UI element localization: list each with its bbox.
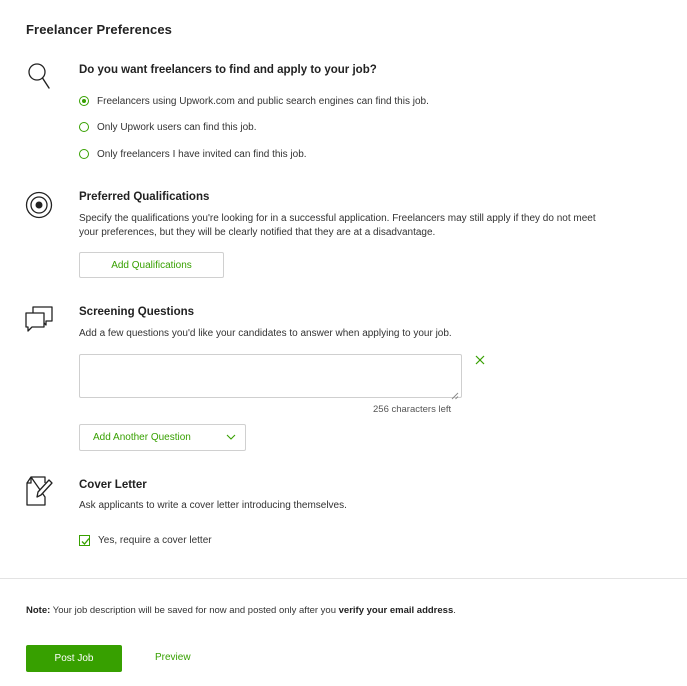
cover-letter-description: Ask applicants to write a cover letter introducing themselves.	[79, 500, 347, 511]
target-icon	[25, 191, 53, 224]
preview-link[interactable]: Preview	[155, 652, 191, 663]
require-cover-letter-option[interactable]	[79, 535, 212, 546]
screening-question-textarea[interactable]	[79, 354, 462, 398]
note-suffix: .	[453, 605, 456, 616]
add-qualifications-button[interactable]: Add Qualifications	[79, 252, 224, 278]
resize-grip-icon[interactable]	[451, 387, 459, 395]
require-cover-letter-label: Yes, require a cover letter	[98, 535, 212, 546]
radio-label: Only freelancers I have invited can find this job.	[97, 148, 307, 160]
qualifications-description-line1: Specify the qualifications you're looking for in a successful application. Freelancers may still apply if they do not meet	[79, 213, 596, 224]
visibility-option-invited-only[interactable]	[79, 147, 307, 161]
visibility-option-upwork-only[interactable]	[79, 120, 257, 134]
add-another-question-label: Add Another Question	[93, 432, 191, 443]
radio-label: Freelancers using Upwork.com and public search engines can find this job.	[97, 95, 429, 107]
checkmark-icon	[80, 536, 91, 547]
edit-document-icon	[25, 475, 53, 512]
post-job-button[interactable]: Post Job	[26, 645, 122, 672]
note-text: Your job description will be saved for now and posted only after you	[50, 605, 339, 616]
screening-description: Add a few questions you'd like your candidates to answer when applying to your job.	[79, 328, 452, 339]
radio-button-upwork-only[interactable]	[79, 122, 89, 132]
remove-question-icon[interactable]	[474, 353, 486, 365]
radio-label: Only Upwork users can find this job.	[97, 121, 257, 133]
visibility-option-public[interactable]	[79, 94, 429, 108]
add-another-question-button[interactable]	[79, 424, 246, 451]
visibility-title: Do you want freelancers to find and apply to your job?	[79, 64, 377, 76]
cover-letter-title: Cover Letter	[79, 479, 147, 491]
section-divider	[0, 578, 687, 579]
note-prefix: Note:	[26, 605, 51, 616]
email-verification-note	[26, 605, 456, 616]
page-title: Freelancer Preferences	[26, 22, 173, 37]
verify-email-text: verify your email address	[338, 605, 454, 616]
screening-title: Screening Questions	[79, 306, 195, 318]
chat-bubbles-icon	[24, 305, 54, 338]
chevron-down-icon	[226, 433, 236, 441]
qualifications-title: Preferred Qualifications	[79, 191, 210, 203]
require-cover-letter-checkbox[interactable]	[79, 535, 90, 546]
qualifications-description-line2: your preferences, but they will be clearly notified that they are at a disadvantage.	[79, 227, 436, 238]
search-icon	[27, 62, 51, 95]
characters-left-counter: 256 characters left	[373, 404, 452, 415]
radio-button-invited-only[interactable]	[79, 149, 89, 159]
radio-button-public[interactable]	[79, 96, 89, 106]
